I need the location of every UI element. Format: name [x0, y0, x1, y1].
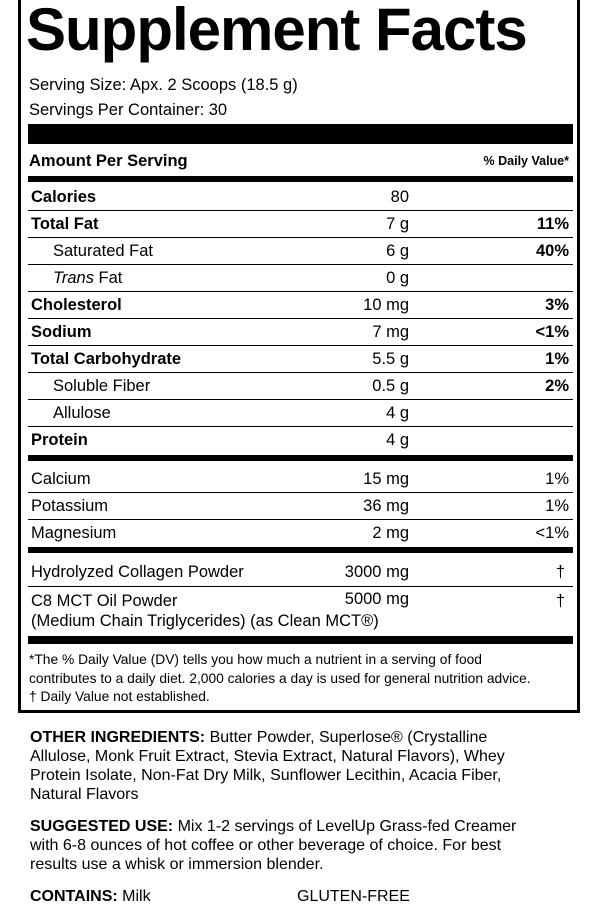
suggested-use-key: SUGGESTED USE: [30, 818, 174, 835]
nutrient-daily-value: 1% [545, 470, 569, 488]
other-ingredients-text: Natural Flavors [30, 786, 139, 803]
nutrient-amount: 0 g [386, 269, 409, 287]
medium-divider [28, 176, 573, 182]
ingredient-row-mct [28, 587, 573, 637]
nutrient-daily-value: 1% [545, 350, 569, 368]
other-ingredients-text: Allulose, Monk Fruit Extract, Stevia Extract, Natural Flavors), Whey [30, 748, 505, 765]
other-ingredients-text: Protein Isolate, Non-Fat Dry Milk, Sunflower Lecithin, Acacia Fiber, [30, 767, 502, 784]
nutrient-label: Saturated Fat [53, 242, 153, 260]
nutrient-daily-value: 2% [545, 377, 569, 395]
ingredient-amount: 5000 mg [344, 590, 409, 608]
footnote-line: † Daily Value not established. [29, 689, 210, 704]
ingredient-label: C8 MCT Oil Powder [31, 592, 178, 610]
suggested-use-text: with 6-8 ounces of hot coffee or other beverage of choice. For best [30, 837, 502, 854]
nutrient-label: Calcium [31, 470, 91, 488]
fat-label: Fat [93, 269, 123, 287]
nutrient-label: Cholesterol [31, 296, 122, 314]
thick-divider [28, 124, 573, 144]
nutrient-amount: 2 mg [372, 524, 409, 542]
nutrient-row-sodium [28, 318, 573, 345]
nutrient-amount: 4 g [386, 431, 409, 449]
footnote-line: *The % Daily Value (DV) tells you how much a nutrient in a serving of food [29, 652, 482, 667]
nutrient-label: Total Fat [31, 215, 99, 233]
footnote-line: contributes to a daily diet. 2,000 calories a day is used for general nutrition advice. [29, 670, 531, 686]
gluten-free-label: GLUTEN-FREE [297, 888, 410, 905]
nutrient-row-protein [28, 426, 573, 453]
other-ingredients-key: OTHER INGREDIENTS: [30, 729, 206, 746]
nutrient-daily-value: 11% [536, 215, 569, 233]
nutrient-label: Magnesium [31, 524, 117, 542]
medium-divider [28, 455, 573, 461]
nutrient-label [53, 269, 122, 288]
thick-divider [28, 636, 573, 644]
supplement-facts-panel [18, 0, 580, 713]
nutrient-label: Total Carbohydrate [31, 350, 182, 368]
nutrient-daily-value: 3% [545, 296, 569, 314]
nutrient-amount: 6 g [386, 242, 409, 260]
nutrient-row-calcium [28, 465, 573, 492]
serving-size: Serving Size: Apx. 2 Scoops (18.5 g) [29, 76, 298, 94]
nutrient-amount: 7 g [386, 215, 409, 233]
nutrient-row-potassium [28, 492, 573, 519]
nutrient-amount: 4 g [386, 404, 409, 422]
nutrient-row-saturated-fat [28, 237, 573, 264]
panel-title: Supplement Facts [26, 0, 527, 63]
nutrient-amount: 5.5 g [372, 350, 409, 368]
contains-value: Milk [117, 888, 151, 905]
footnote [29, 651, 574, 707]
nutrient-label: Potassium [31, 497, 109, 515]
nutrient-amount: 15 mg [363, 470, 409, 488]
dagger-mark: † [555, 563, 565, 581]
nutrient-row-calories [28, 183, 573, 210]
nutrient-amount: 36 mg [363, 497, 409, 515]
daily-value-header: % Daily Value* [483, 154, 569, 168]
nutrient-row-trans-fat [28, 264, 573, 291]
nutrient-daily-value: 40% [535, 242, 569, 260]
nutrient-row-magnesium [28, 519, 573, 546]
nutrient-row-total-carbohydrate [28, 345, 573, 372]
ingredient-sublabel: (Medium Chain Triglycerides) (as Clean MCT®) [31, 612, 379, 630]
nutrient-row-cholesterol [28, 291, 573, 318]
ingredient-amount: 3000 mg [344, 563, 409, 581]
other-ingredients [30, 728, 585, 804]
nutrient-amount: 80 [390, 188, 409, 206]
nutrient-amount: 0.5 g [372, 377, 409, 395]
nutrient-daily-value: <1% [535, 524, 569, 542]
ingredient-row-collagen [28, 558, 573, 585]
nutrient-amount: 10 mg [363, 296, 409, 314]
medium-divider [28, 547, 573, 553]
nutrient-row-allulose [28, 399, 573, 426]
suggested-use-text: Mix 1-2 servings of LevelUp Grass-fed Creamer [173, 818, 517, 835]
dagger-mark: † [555, 592, 565, 610]
nutrient-amount: 7 mg [372, 323, 409, 341]
nutrient-row-total-fat [28, 210, 573, 237]
nutrient-row-soluble-fiber [28, 372, 573, 399]
trans-label: Trans [53, 269, 94, 287]
nutrient-daily-value: 1% [545, 497, 569, 515]
nutrient-label: Sodium [31, 323, 92, 341]
nutrient-daily-value: <1% [535, 323, 569, 341]
servings-per-container: Servings Per Container: 30 [29, 101, 228, 119]
suggested-use-text: results use a whisk or immersion blender. [30, 856, 324, 873]
nutrient-label: Allulose [53, 404, 111, 422]
nutrient-label: Soluble Fiber [53, 377, 151, 395]
nutrient-label: Protein [31, 431, 88, 449]
contains-key: CONTAINS: [30, 888, 118, 905]
nutrient-label: Calories [31, 188, 97, 206]
other-ingredients-text: Butter Powder, Superlose® (Crystalline [205, 729, 488, 746]
suggested-use [30, 817, 585, 874]
amount-per-serving-header: Amount Per Serving [29, 152, 188, 170]
ingredient-label: Hydrolyzed Collagen Powder [31, 563, 244, 581]
